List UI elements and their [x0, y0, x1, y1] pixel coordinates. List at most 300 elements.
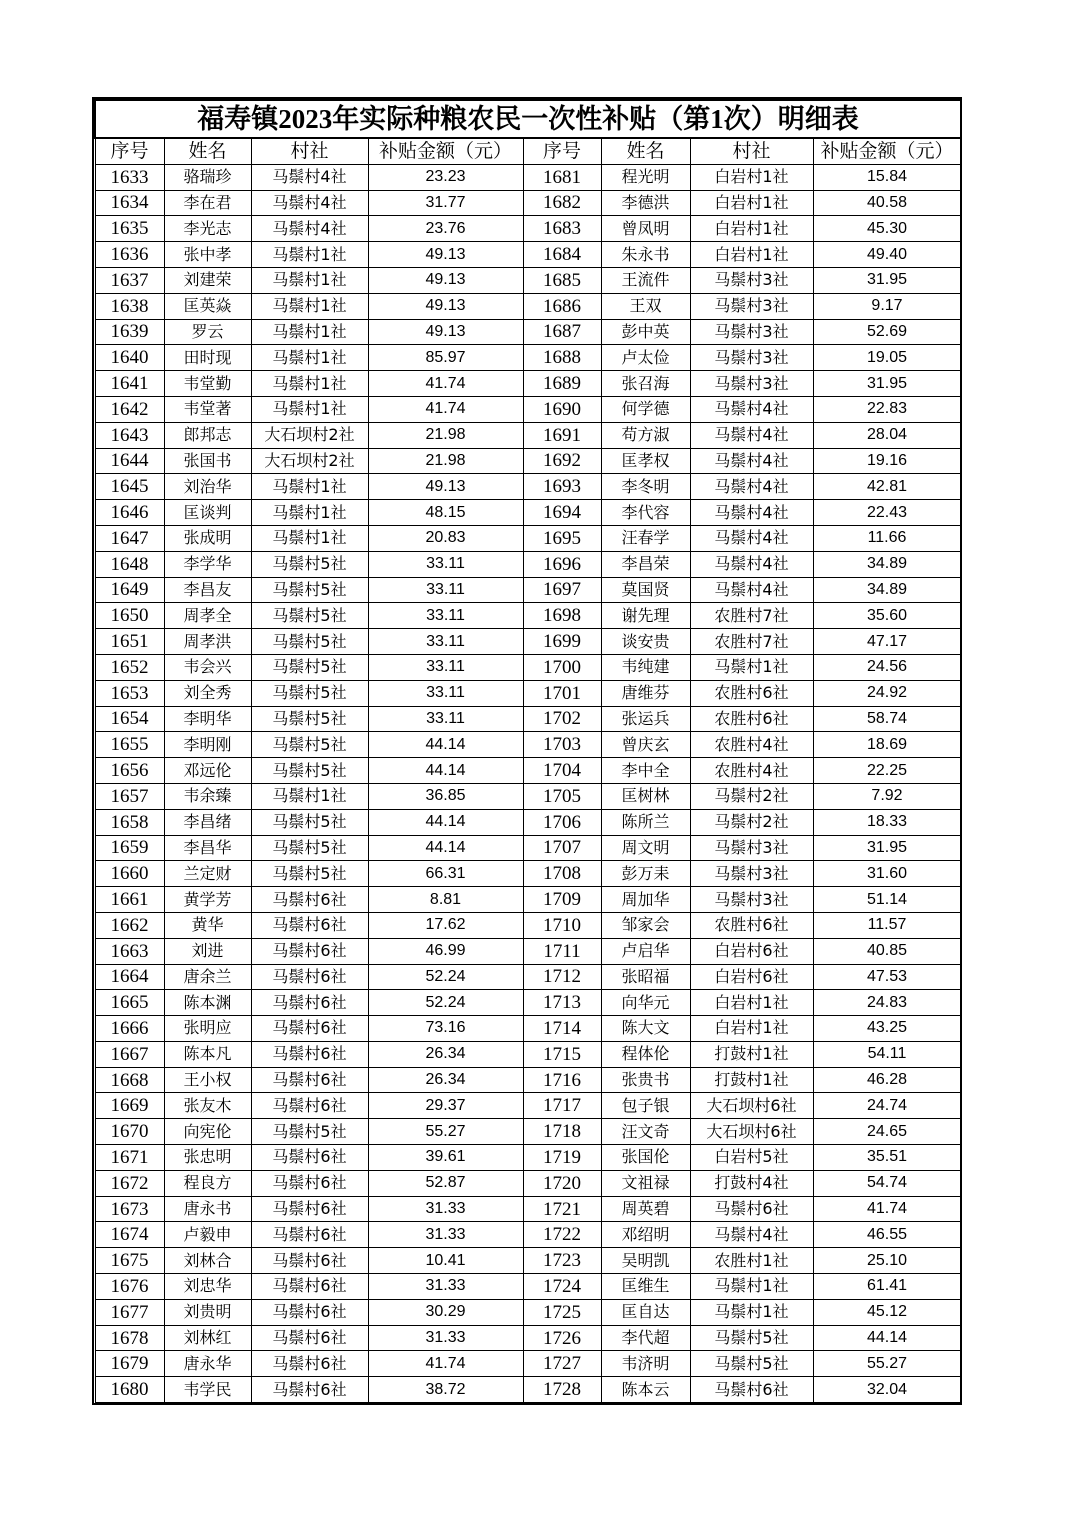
- cell-village: 马鬃村1社: [251, 371, 368, 397]
- table-row: [95, 345, 961, 371]
- cell-amount: 41.74: [368, 396, 523, 422]
- cell-amount: 46.28: [813, 1067, 961, 1093]
- table-row: [95, 577, 961, 603]
- cell-village: 马鬃村1社: [251, 345, 368, 371]
- cell-amount: 49.13: [368, 293, 523, 319]
- cell-seq: 1670: [95, 1119, 164, 1145]
- cell-village: 大石坝村2社: [251, 422, 368, 448]
- cell-name: 陈本云: [601, 1377, 690, 1403]
- cell-seq: 1695: [523, 525, 601, 551]
- cell-name: 张昭福: [601, 964, 690, 990]
- cell-name: 李昌华: [164, 835, 251, 861]
- cell-seq: 1713: [523, 990, 601, 1016]
- cell-seq: 1718: [523, 1119, 601, 1145]
- cell-name: 曾凤明: [601, 216, 690, 242]
- cell-seq: 1637: [95, 267, 164, 293]
- cell-name: 李冬明: [601, 474, 690, 500]
- table-row: [95, 1041, 961, 1067]
- cell-amount: 44.14: [368, 835, 523, 861]
- table-row: [95, 783, 961, 809]
- cell-seq: 1678: [95, 1325, 164, 1351]
- cell-amount: 52.87: [368, 1170, 523, 1196]
- cell-seq: 1719: [523, 1145, 601, 1171]
- cell-name: 匡谈判: [164, 500, 251, 526]
- cell-name: 邹家会: [601, 912, 690, 938]
- cell-name: 王双: [601, 293, 690, 319]
- cell-seq: 1672: [95, 1170, 164, 1196]
- cell-name: 兰定财: [164, 861, 251, 887]
- cell-village: 马鬃村4社: [690, 448, 813, 474]
- table-row: [95, 990, 961, 1016]
- table-row: [95, 448, 961, 474]
- cell-amount: 23.76: [368, 216, 523, 242]
- header-seq: 序号: [95, 138, 164, 164]
- cell-village: 打鼓村1社: [690, 1041, 813, 1067]
- cell-village: 马鬃村3社: [690, 887, 813, 913]
- cell-amount: 41.74: [368, 1351, 523, 1377]
- cell-village: 白岩村1社: [690, 190, 813, 216]
- cell-seq: 1642: [95, 396, 164, 422]
- cell-amount: 31.77: [368, 190, 523, 216]
- cell-name: 周英碧: [601, 1196, 690, 1222]
- cell-seq: 1647: [95, 525, 164, 551]
- cell-seq: 1689: [523, 371, 601, 397]
- cell-seq: 1692: [523, 448, 601, 474]
- cell-amount: 33.11: [368, 654, 523, 680]
- table-row: [95, 371, 961, 397]
- cell-amount: 8.81: [368, 887, 523, 913]
- table-row: [95, 1196, 961, 1222]
- cell-village: 马鬃村4社: [690, 422, 813, 448]
- cell-amount: 22.83: [813, 396, 961, 422]
- cell-village: 马鬃村6社: [251, 1196, 368, 1222]
- cell-name: 刘进: [164, 938, 251, 964]
- cell-village: 打鼓村4社: [690, 1170, 813, 1196]
- cell-village: 打鼓村1社: [690, 1067, 813, 1093]
- cell-village: 马鬃村1社: [251, 319, 368, 345]
- cell-village: 白岩村1社: [690, 216, 813, 242]
- cell-seq: 1680: [95, 1377, 164, 1403]
- cell-name: 唐维芬: [601, 680, 690, 706]
- cell-seq: 1725: [523, 1299, 601, 1325]
- cell-amount: 41.74: [368, 371, 523, 397]
- cell-name: 程体伦: [601, 1041, 690, 1067]
- cell-name: 吴明凯: [601, 1248, 690, 1274]
- cell-amount: 45.12: [813, 1299, 961, 1325]
- cell-village: 马鬃村6社: [251, 1016, 368, 1042]
- cell-village: 马鬃村3社: [690, 861, 813, 887]
- table-row: [95, 861, 961, 887]
- cell-seq: 1685: [523, 267, 601, 293]
- cell-name: 李学华: [164, 551, 251, 577]
- cell-seq: 1708: [523, 861, 601, 887]
- cell-name: 刘林红: [164, 1325, 251, 1351]
- cell-name: 邓远伦: [164, 758, 251, 784]
- cell-amount: 7.92: [813, 783, 961, 809]
- cell-seq: 1724: [523, 1274, 601, 1300]
- table-row: [95, 887, 961, 913]
- table-row: [95, 500, 961, 526]
- cell-amount: 66.31: [368, 861, 523, 887]
- cell-name: 张运兵: [601, 706, 690, 732]
- cell-seq: 1726: [523, 1325, 601, 1351]
- cell-village: 农胜村6社: [690, 912, 813, 938]
- cell-name: 向宪伦: [164, 1119, 251, 1145]
- cell-amount: 35.51: [813, 1145, 961, 1171]
- cell-amount: 58.74: [813, 706, 961, 732]
- cell-seq: 1634: [95, 190, 164, 216]
- cell-amount: 24.92: [813, 680, 961, 706]
- cell-amount: 24.74: [813, 1093, 961, 1119]
- table-row: [95, 758, 961, 784]
- cell-village: 马鬃村6社: [251, 1222, 368, 1248]
- cell-village: 马鬃村6社: [251, 887, 368, 913]
- cell-amount: 31.33: [368, 1325, 523, 1351]
- cell-seq: 1646: [95, 500, 164, 526]
- cell-village: 马鬃村2社: [690, 783, 813, 809]
- cell-name: 程良方: [164, 1170, 251, 1196]
- table-row: [95, 1248, 961, 1274]
- cell-village: 马鬃村5社: [251, 629, 368, 655]
- cell-seq: 1704: [523, 758, 601, 784]
- cell-seq: 1655: [95, 732, 164, 758]
- cell-amount: 33.11: [368, 577, 523, 603]
- cell-village: 马鬃村6社: [251, 1299, 368, 1325]
- cell-name: 谈安贵: [601, 629, 690, 655]
- cell-name: 李昌友: [164, 577, 251, 603]
- cell-seq: 1669: [95, 1093, 164, 1119]
- cell-village: 白岩村1社: [690, 242, 813, 268]
- table-row: [95, 1067, 961, 1093]
- cell-seq: 1644: [95, 448, 164, 474]
- cell-village: 马鬃村3社: [690, 371, 813, 397]
- cell-seq: 1722: [523, 1222, 601, 1248]
- cell-village: 农胜村7社: [690, 603, 813, 629]
- cell-seq: 1691: [523, 422, 601, 448]
- header-name: 姓名: [601, 138, 690, 164]
- table-row: [95, 1274, 961, 1300]
- cell-seq: 1677: [95, 1299, 164, 1325]
- cell-village: 马鬃村6社: [251, 1274, 368, 1300]
- cell-name: 张忠明: [164, 1145, 251, 1171]
- cell-name: 刘忠华: [164, 1274, 251, 1300]
- cell-name: 匡维生: [601, 1274, 690, 1300]
- cell-amount: 31.33: [368, 1274, 523, 1300]
- title-row: [95, 100, 961, 138]
- table-row: [95, 732, 961, 758]
- cell-village: 马鬃村5社: [251, 603, 368, 629]
- cell-amount: 26.34: [368, 1067, 523, 1093]
- cell-name: 李昌绪: [164, 809, 251, 835]
- table-row: [95, 835, 961, 861]
- cell-amount: 52.69: [813, 319, 961, 345]
- table-row: [95, 293, 961, 319]
- cell-seq: 1696: [523, 551, 601, 577]
- cell-amount: 31.33: [368, 1222, 523, 1248]
- cell-seq: 1643: [95, 422, 164, 448]
- cell-seq: 1668: [95, 1067, 164, 1093]
- cell-seq: 1654: [95, 706, 164, 732]
- cell-amount: 38.72: [368, 1377, 523, 1403]
- cell-name: 刘建荣: [164, 267, 251, 293]
- cell-village: 马鬃村4社: [690, 474, 813, 500]
- cell-name: 田时现: [164, 345, 251, 371]
- cell-village: 马鬃村5社: [251, 577, 368, 603]
- cell-amount: 33.11: [368, 551, 523, 577]
- cell-amount: 44.14: [368, 758, 523, 784]
- cell-village: 农胜村6社: [690, 706, 813, 732]
- cell-seq: 1721: [523, 1196, 601, 1222]
- cell-seq: 1667: [95, 1041, 164, 1067]
- cell-name: 韦堂勤: [164, 371, 251, 397]
- cell-village: 马鬃村4社: [690, 551, 813, 577]
- cell-village: 马鬃村4社: [690, 500, 813, 526]
- table-row: [95, 1093, 961, 1119]
- cell-amount: 33.11: [368, 629, 523, 655]
- cell-name: 韦会兴: [164, 654, 251, 680]
- table-row: [95, 319, 961, 345]
- cell-amount: 36.85: [368, 783, 523, 809]
- cell-seq: 1684: [523, 242, 601, 268]
- cell-name: 陈本渊: [164, 990, 251, 1016]
- cell-seq: 1697: [523, 577, 601, 603]
- cell-amount: 32.04: [813, 1377, 961, 1403]
- cell-name: 周加华: [601, 887, 690, 913]
- cell-name: 唐永华: [164, 1351, 251, 1377]
- cell-village: 马鬃村1社: [251, 242, 368, 268]
- cell-seq: 1639: [95, 319, 164, 345]
- cell-seq: 1687: [523, 319, 601, 345]
- cell-name: 张明应: [164, 1016, 251, 1042]
- cell-amount: 31.95: [813, 835, 961, 861]
- cell-seq: 1727: [523, 1351, 601, 1377]
- cell-name: 匡孝权: [601, 448, 690, 474]
- cell-seq: 1673: [95, 1196, 164, 1222]
- cell-seq: 1640: [95, 345, 164, 371]
- cell-name: 李明刚: [164, 732, 251, 758]
- cell-village: 农胜村4社: [690, 732, 813, 758]
- cell-name: 张成明: [164, 525, 251, 551]
- cell-seq: 1635: [95, 216, 164, 242]
- cell-seq: 1653: [95, 680, 164, 706]
- cell-name: 匡树林: [601, 783, 690, 809]
- cell-name: 彭万耒: [601, 861, 690, 887]
- cell-village: 农胜村4社: [690, 758, 813, 784]
- cell-seq: 1659: [95, 835, 164, 861]
- cell-village: 马鬃村5社: [690, 1325, 813, 1351]
- cell-name: 李昌荣: [601, 551, 690, 577]
- header-village: 村社: [251, 138, 368, 164]
- cell-name: 韦堂著: [164, 396, 251, 422]
- table-row: [95, 551, 961, 577]
- cell-name: 张中孝: [164, 242, 251, 268]
- cell-name: 包子银: [601, 1093, 690, 1119]
- cell-name: 卢太俭: [601, 345, 690, 371]
- cell-seq: 1662: [95, 912, 164, 938]
- cell-amount: 26.34: [368, 1041, 523, 1067]
- cell-seq: 1675: [95, 1248, 164, 1274]
- header-seq: 序号: [523, 138, 601, 164]
- cell-seq: 1699: [523, 629, 601, 655]
- cell-amount: 52.24: [368, 990, 523, 1016]
- cell-seq: 1703: [523, 732, 601, 758]
- header-amount: 补贴金额（元）: [368, 138, 523, 164]
- cell-name: 周孝全: [164, 603, 251, 629]
- cell-amount: 55.27: [813, 1351, 961, 1377]
- cell-village: 马鬃村4社: [690, 577, 813, 603]
- cell-seq: 1674: [95, 1222, 164, 1248]
- cell-village: 马鬃村5社: [251, 551, 368, 577]
- cell-name: 张召海: [601, 371, 690, 397]
- cell-amount: 45.30: [813, 216, 961, 242]
- cell-seq: 1651: [95, 629, 164, 655]
- cell-amount: 24.83: [813, 990, 961, 1016]
- cell-name: 陈本凡: [164, 1041, 251, 1067]
- cell-village: 马鬃村5社: [690, 1351, 813, 1377]
- cell-name: 李代容: [601, 500, 690, 526]
- cell-name: 李代超: [601, 1325, 690, 1351]
- table-row: [95, 474, 961, 500]
- cell-name: 唐永书: [164, 1196, 251, 1222]
- cell-name: 苟方淑: [601, 422, 690, 448]
- table-row: [95, 396, 961, 422]
- table-row: [95, 1351, 961, 1377]
- cell-name: 李光志: [164, 216, 251, 242]
- cell-amount: 47.17: [813, 629, 961, 655]
- table-row: [95, 1016, 961, 1042]
- cell-amount: 44.14: [368, 732, 523, 758]
- cell-name: 莫国贤: [601, 577, 690, 603]
- cell-seq: 1707: [523, 835, 601, 861]
- cell-village: 马鬃村3社: [690, 835, 813, 861]
- cell-seq: 1649: [95, 577, 164, 603]
- cell-seq: 1693: [523, 474, 601, 500]
- cell-name: 何学德: [601, 396, 690, 422]
- table-row: [95, 1170, 961, 1196]
- cell-amount: 20.83: [368, 525, 523, 551]
- cell-name: 程光明: [601, 164, 690, 190]
- cell-village: 马鬃村4社: [690, 396, 813, 422]
- cell-village: 马鬃村5社: [251, 835, 368, 861]
- cell-name: 王流件: [601, 267, 690, 293]
- cell-seq: 1709: [523, 887, 601, 913]
- cell-village: 马鬃村6社: [251, 1248, 368, 1274]
- cell-amount: 44.14: [368, 809, 523, 835]
- cell-amount: 33.11: [368, 706, 523, 732]
- cell-amount: 29.37: [368, 1093, 523, 1119]
- cell-amount: 61.41: [813, 1274, 961, 1300]
- cell-name: 刘贵明: [164, 1299, 251, 1325]
- cell-seq: 1706: [523, 809, 601, 835]
- cell-seq: 1705: [523, 783, 601, 809]
- cell-village: 马鬃村2社: [690, 809, 813, 835]
- table-row: [95, 525, 961, 551]
- cell-name: 刘林合: [164, 1248, 251, 1274]
- cell-village: 农胜村1社: [690, 1248, 813, 1274]
- cell-village: 马鬃村1社: [251, 267, 368, 293]
- cell-amount: 30.29: [368, 1299, 523, 1325]
- cell-amount: 48.15: [368, 500, 523, 526]
- cell-seq: 1666: [95, 1016, 164, 1042]
- cell-village: 白岩村5社: [690, 1145, 813, 1171]
- cell-amount: 55.27: [368, 1119, 523, 1145]
- cell-village: 马鬃村1社: [690, 1274, 813, 1300]
- cell-seq: 1641: [95, 371, 164, 397]
- cell-village: 马鬃村1社: [251, 396, 368, 422]
- cell-name: 黄学芳: [164, 887, 251, 913]
- cell-amount: 31.95: [813, 267, 961, 293]
- cell-name: 李中全: [601, 758, 690, 784]
- cell-amount: 40.58: [813, 190, 961, 216]
- table-row: [95, 1299, 961, 1325]
- cell-village: 马鬃村3社: [690, 345, 813, 371]
- cell-name: 张国书: [164, 448, 251, 474]
- cell-name: 韦余臻: [164, 783, 251, 809]
- cell-village: 白岩村1社: [690, 164, 813, 190]
- cell-name: 张友木: [164, 1093, 251, 1119]
- subsidy-table-sheet: [92, 97, 962, 1405]
- cell-seq: 1701: [523, 680, 601, 706]
- cell-amount: 25.10: [813, 1248, 961, 1274]
- cell-amount: 21.98: [368, 448, 523, 474]
- cell-name: 文祖禄: [601, 1170, 690, 1196]
- cell-village: 马鬃村1社: [690, 1299, 813, 1325]
- table-row: [95, 216, 961, 242]
- cell-name: 陈大文: [601, 1016, 690, 1042]
- cell-amount: 73.16: [368, 1016, 523, 1042]
- cell-name: 张国伦: [601, 1145, 690, 1171]
- cell-village: 马鬃村4社: [251, 216, 368, 242]
- cell-village: 马鬃村1社: [251, 474, 368, 500]
- cell-amount: 28.04: [813, 422, 961, 448]
- table-row: [95, 1119, 961, 1145]
- cell-name: 汪文奇: [601, 1119, 690, 1145]
- table-row: [95, 603, 961, 629]
- cell-village: 马鬃村3社: [690, 267, 813, 293]
- cell-name: 匡英焱: [164, 293, 251, 319]
- table-row: [95, 964, 961, 990]
- cell-seq: 1690: [523, 396, 601, 422]
- header-amount: 补贴金额（元）: [813, 138, 961, 164]
- cell-village: 马鬃村6社: [251, 1325, 368, 1351]
- table-row: [95, 190, 961, 216]
- cell-village: 马鬃村5社: [251, 706, 368, 732]
- header-village: 村社: [690, 138, 813, 164]
- cell-village: 马鬃村4社: [690, 525, 813, 551]
- cell-village: 马鬃村6社: [251, 1145, 368, 1171]
- cell-amount: 46.99: [368, 938, 523, 964]
- cell-name: 卢毅申: [164, 1222, 251, 1248]
- cell-village: 马鬃村6社: [251, 1067, 368, 1093]
- cell-amount: 19.05: [813, 345, 961, 371]
- cell-amount: 11.66: [813, 525, 961, 551]
- table-row: [95, 1145, 961, 1171]
- cell-name: 郎邦志: [164, 422, 251, 448]
- cell-village: 大石坝村6社: [690, 1119, 813, 1145]
- cell-amount: 42.81: [813, 474, 961, 500]
- cell-amount: 54.11: [813, 1041, 961, 1067]
- cell-name: 谢先理: [601, 603, 690, 629]
- cell-village: 马鬃村5社: [251, 680, 368, 706]
- cell-seq: 1671: [95, 1145, 164, 1171]
- cell-name: 曾庆玄: [601, 732, 690, 758]
- cell-village: 马鬃村5社: [251, 1119, 368, 1145]
- cell-name: 向华元: [601, 990, 690, 1016]
- cell-amount: 23.23: [368, 164, 523, 190]
- table-title: 福寿镇2023年实际种粮农民一次性补贴（第1次）明细表: [95, 100, 961, 138]
- cell-amount: 39.61: [368, 1145, 523, 1171]
- cell-amount: 18.69: [813, 732, 961, 758]
